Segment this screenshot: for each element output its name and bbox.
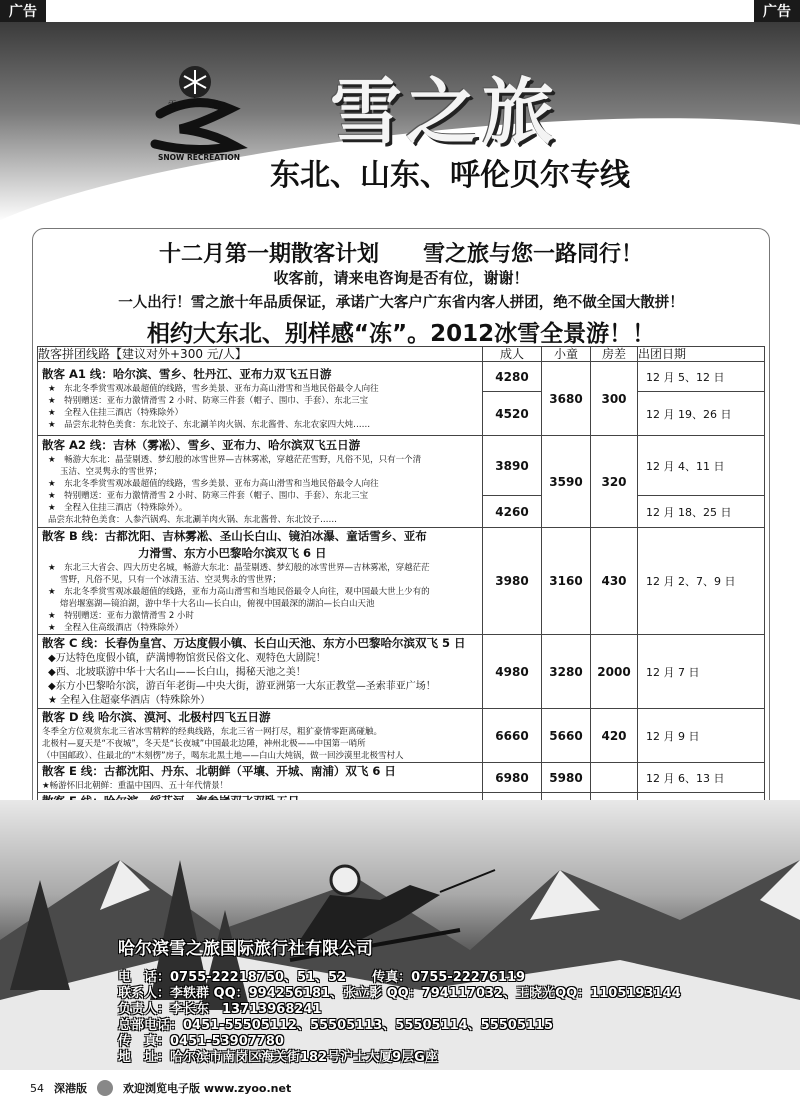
route-feature: 雪野，凡俗不见，只有一个冰清玉洁、空灵隽永的雪世界；: [60, 575, 282, 585]
route-feature: ★畅游怀旧北朝鲜：重温中国四、五十年代情景！: [42, 781, 229, 791]
route-feature: 品尝东北特色美食：人参汽锅鸡、东北涮羊肉火锅、东北酱骨、东北饺子……: [48, 515, 338, 525]
intro-headline: 十二月第一期散客计划 雪之旅与您一路同行！: [158, 242, 643, 267]
route-feature: 冬季全方位观赏东北三省冰雪精粹的经典线路，东北三省一网打尽，粗犷豪情零距离碰触。: [42, 727, 383, 737]
route-cell-d: [38, 709, 483, 763]
route-feature: 熔岩堰塞湖—镜泊湖，游中华十大名山—长白山，俯视中国最深的湖泊—长白山天池: [60, 599, 375, 609]
departure-dates: 12 月 5、12 日: [638, 362, 765, 392]
route-cell-a2: [38, 436, 483, 528]
header-dates: 出团日期: [638, 347, 765, 362]
route-title: 散客 A2 线：吉林（雾凇）、雪乡、亚布力、哈尔滨双飞五日游: [42, 438, 361, 452]
contact-phone: 电 话：0755-22218750、51、52 传真：0755-22276119: [118, 970, 526, 985]
route-feature: 北极村—夏天是“不夜城”，冬天是“长夜城”中国最北边陲，神州北极——中国第一哨所: [42, 739, 366, 749]
route-feature: ◆西、北坡联游中华十大名山——长白山，揭秘天池之美！: [48, 667, 306, 678]
child-price: 5660: [542, 709, 591, 763]
route-feature: ★ 全程入住挂三酒店（特殊除外）: [48, 408, 184, 418]
route-title: 散客 D 线 哈尔滨、漠河、北极村四飞五日游: [42, 710, 271, 724]
route-feature: ★ 特别赠送：亚布力激情滑雪 2 小时: [48, 611, 194, 621]
contact-persons: 联系人：李轶群 QQ：994256181、张立影 QQ：794117032、王晓光QQ：1105193144: [118, 986, 681, 1001]
intro-notice: 收客前，请来电咨询是否有位，谢谢！: [273, 269, 529, 287]
adult-price: 4520: [483, 392, 542, 436]
departure-dates: 12 月 4、11 日: [638, 436, 765, 496]
route-feature: ◆东方小巴黎哈尔滨，游百年老街—中央大街，游亚洲第一大东正教堂—圣索菲亚广场！: [48, 681, 436, 692]
route-feature: ★ 畅游大东北：晶莹剔透、梦幻般的冰雪世界—吉林雾凇，穿越茫茫雪野，凡俗不见，只有一个清: [48, 455, 422, 465]
child-price: 3680: [542, 362, 591, 436]
adult-price: 4980: [483, 635, 542, 709]
child-price: 3280: [542, 635, 591, 709]
departure-dates: 12 月 7 日: [638, 635, 765, 709]
route-cell-a1: [38, 362, 483, 436]
route-feature: ★ 特别赠送：亚布力激情滑雪 2 小时、防寒三件套（帽子、围巾、手套）、东北三宝: [48, 396, 369, 406]
adult-price: 4260: [483, 496, 542, 528]
table-row: [38, 635, 765, 709]
svg-text:SNOW RECREATION: SNOW RECREATION: [158, 153, 241, 162]
route-feature: 玉洁、空灵隽永的雪世界；: [60, 467, 163, 477]
table-row: [38, 528, 765, 635]
site-logo-icon: [97, 1080, 113, 1096]
departure-dates: 12 月 6、13 日: [638, 763, 765, 793]
site-tagline[interactable]: 欢迎浏览电子版 www.zyoo.net: [123, 1082, 292, 1095]
route-cell-b: [38, 528, 483, 635]
adult-price: 3890: [483, 436, 542, 496]
snowflake-logo-icon: [140, 54, 250, 164]
route-feature: ★ 东北冬季赏雪观冰最超值的线路，雪乡美景、亚布力高山滑雪和当地民俗最令人向往: [48, 479, 379, 489]
route-title: 散客 E 线：古都沈阳、丹东、北朝鲜（平壤、开城、南浦）双飞 6 日: [42, 764, 396, 778]
room-supplement: [591, 763, 638, 793]
departure-dates: 12 月 18、25 日: [638, 496, 765, 528]
room-supplement: 300: [591, 362, 638, 436]
intro-promise: 一人出行！雪之旅十年品质保证，承诺广大客户广东省内客人拼团，绝不做全国大散拼！: [118, 295, 684, 311]
route-title-cont: 力滑雪、东方小巴黎哈尔滨双飞 6 日: [138, 546, 327, 560]
table-row: [38, 709, 765, 763]
itinerary-panel: [32, 228, 770, 820]
route-feature: ★ 全程入住超豪华酒店（特殊除外）: [48, 695, 211, 706]
route-feature: ★ 特别赠送：亚布力激情滑雪 2 小时、防寒三件套（帽子、围巾、手套）、东北三宝: [48, 491, 369, 501]
svg-text:之: 之: [190, 97, 200, 107]
route-cell-c: [38, 635, 483, 709]
route-feature: ★ 品尝东北特色美食：东北饺子、东北涮羊肉火锅、东北酱骨、东北农家四大炖……: [48, 420, 371, 430]
route-feature: ★ 全程入住高级酒店（特殊除外）: [48, 623, 184, 633]
departure-dates: 12 月 19、26 日: [638, 392, 765, 436]
route-cell-e: [38, 763, 483, 793]
adult-price: 4280: [483, 362, 542, 392]
page-number: 54: [30, 1081, 44, 1095]
contact-fax: 传 真：0451-53907780: [118, 1034, 284, 1049]
route-feature: （中国邮政）、住最北的“木刻楞”房子，喝东北黑土地——白山大炖锅，做一回沙漠里北极雪村人: [42, 751, 404, 761]
header-room: 房差: [591, 347, 638, 362]
departure-dates: 12 月 9 日: [638, 709, 765, 763]
room-supplement: 320: [591, 436, 638, 528]
room-supplement: 430: [591, 528, 638, 635]
child-price: 5980: [542, 763, 591, 793]
route-title: 散客 C 线：长春伪皇宫、万达度假小镇、长白山天池、东方小巴黎哈尔滨双飞 5 日: [42, 636, 466, 650]
adult-price: 3980: [483, 528, 542, 635]
ad-label-left: 广告: [0, 0, 46, 22]
page-footer: [0, 1076, 800, 1100]
table-row: [38, 436, 765, 496]
room-supplement: 2000: [591, 635, 638, 709]
header-adult: 成人: [483, 347, 542, 362]
route-title: 散客 B 线：古都沈阳、吉林雾凇、圣山长白山、镜泊冰瀑、童话雪乡、亚布: [42, 529, 427, 543]
svg-text:雪: 雪: [168, 101, 178, 111]
route-feature: ★ 全程入住挂三酒店（特殊除外）。: [48, 503, 188, 513]
brand-subtitle: 东北、山东、呼伦贝尔专线: [270, 158, 630, 193]
header-route: 散客拼团线路【建议对外+300 元/人】: [38, 347, 483, 362]
departure-dates: 12 月 2、7、9 日: [638, 528, 765, 635]
route-title: 散客 A1 线：哈尔滨、雪乡、牡丹江、亚布力双飞五日游: [42, 367, 332, 381]
adult-price: 6980: [483, 763, 542, 793]
child-price: 3160: [542, 528, 591, 635]
table-row: [38, 763, 765, 793]
contact-address: 地 址：哈尔滨市南岗区海关街182号沪士大厦9层G座: [118, 1050, 438, 1065]
room-supplement: 420: [591, 709, 638, 763]
contact-manager: 负责人：李长东 13713968241: [118, 1002, 322, 1017]
intro-slogan: 相约大东北、别样感“冻”。2012冰雪全景游！！: [146, 321, 656, 347]
svg-text:旅: 旅: [212, 101, 222, 111]
route-feature: ★ 东北冬季赏雪观冰最超值的线路，亚布力高山滑雪和当地民俗最令人向往，观中国最大世上少有的: [48, 587, 430, 597]
brand-name: 雪之旅: [330, 69, 559, 154]
adult-price: 6660: [483, 709, 542, 763]
header-child: 小童: [542, 347, 591, 362]
company-name: 哈尔滨雪之旅国际旅行社有限公司: [118, 939, 373, 959]
child-price: 3590: [542, 436, 591, 528]
route-feature: ★ 东北冬季赏雪观冰最超值的线路，雪乡美景、亚布力高山滑雪和当地民俗最令人向往: [48, 384, 379, 394]
edition-label: 深港版: [54, 1082, 87, 1095]
route-feature: ◆万达特色度假小镇，萨满博物馆赏民俗文化、观特色大剧院！: [48, 653, 326, 664]
header-banner: [0, 22, 800, 222]
routes-table: [37, 346, 765, 823]
table-row: [38, 362, 765, 392]
ad-label-right: 广告: [754, 0, 800, 22]
contact-hq-phone: 总部电话：0451-55505112、55505113、55505114、55505115: [118, 1018, 554, 1033]
table-header-row: [38, 347, 765, 362]
route-feature: ★ 东北三大省会、四大历史名城，畅游大东北：晶莹剔透、梦幻般的冰雪世界—吉林雾凇，穿越茫茫: [48, 563, 430, 573]
